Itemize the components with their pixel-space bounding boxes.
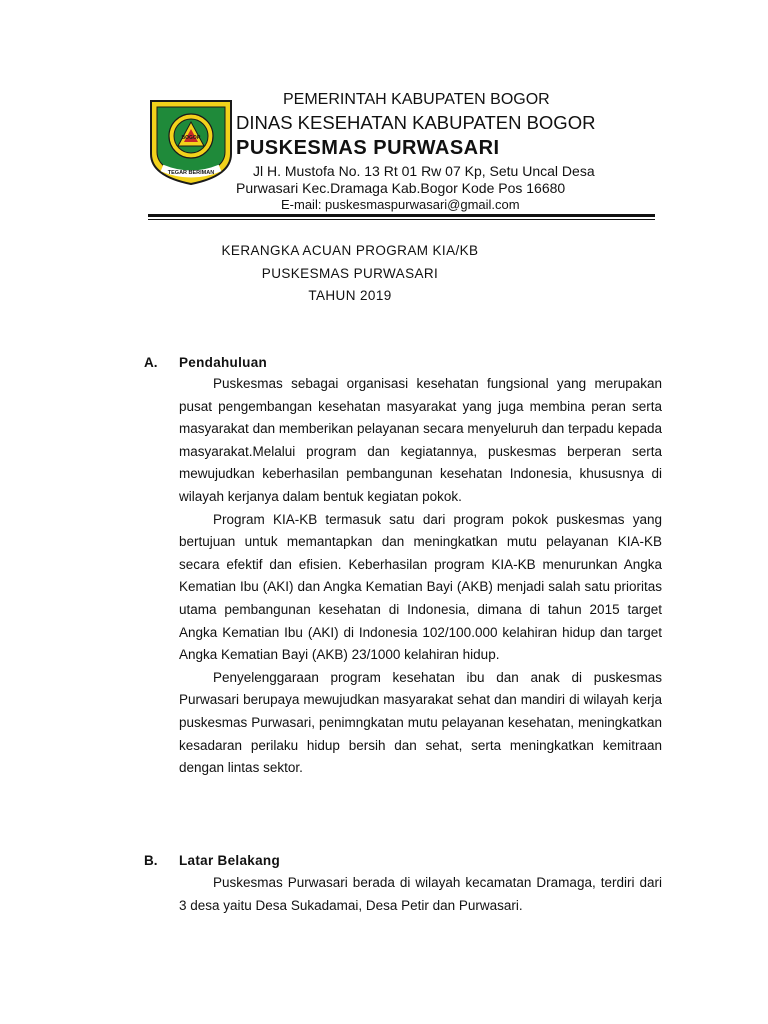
title-line-1: KERANGKA ACUAN PROGRAM KIA/KB [221,243,479,258]
email-line: E-mail: puskesmaspurwasari@gmail.com [281,197,520,212]
government-name: PEMERINTAH KABUPATEN BOGOR [283,91,550,108]
section-b-body [179,872,662,917]
regency-emblem-logo [148,98,234,186]
address-line-1: Jl H. Mustofa No. 13 Rt 01 Rw 07 Kp, Setu Uncal Desa [253,163,595,179]
header-rule-thin [148,219,655,220]
title-line-2: PUSKESMAS PURWASARI [261,266,439,281]
section-a-letter: A. [144,355,158,370]
address-line-2: Purwasari Kec.Dramaga Kab.Bogor Kode Pos 16680 [236,180,566,196]
paragraph: Penyelenggaraan program kesehatan ibu dan anak di puskesmas Purwasari berupaya mewujudkan masyarakat sehat dan mandiri di wilayah kerja puskesmas Purwasari, penimngkatan mutu pelayanan kesehatan, meningkatkan kesadaran perilaku hidup bersih dan sehat, serta meningkatkan kemitraan dengan lintas sektor. [179,669,662,776]
department-name: DINAS KESEHATAN KABUPATEN BOGOR [236,112,596,133]
section-b-heading: Latar Belakang [179,853,280,868]
section-a-body [179,373,662,780]
paragraph: Program KIA-KB termasuk satu dari program pokok puskesmas yang bertujuan untuk memantapkan dan meningkatkan mutu pelayanan KIA-KB secara efektif dan efisien. Keberhasilan program KIA-KB menurunkan Angka Kematian Ibu (AKI) dan Angka Kematian Bayi (AKB) menjadi salah satu prioritas utama pembangunan kesehatan di Indonesia, dimana di tahun 2015 target Angka Kematian Ibu (AKI) di Indonesia 102/100.000 kelahiran hidup dan target Angka Kematian Bayi (AKB) 23/1000 kelahiran hidup. [179,511,662,663]
header-rule-thick [148,214,655,217]
title-line-3: TAHUN 2019 [308,288,392,303]
paragraph: Puskesmas Purwasari berada di wilayah kecamatan Dramaga, terdiri dari 3 desa yaitu Desa Sukadamai, Desa Petir dan Purwasari. [179,875,662,913]
section-b-letter: B. [144,853,158,868]
section-a-heading: Pendahuluan [179,355,268,370]
logo-motto-text: TEGAR BERIMAN [167,170,215,176]
paragraph: Puskesmas sebagai organisasi kesehatan fungsional yang merupakan pusat pengembangan kesehatan masyarakat yang juga membina peran serta masyarakat dan memberikan pelayanan secara menyeluruh dan terpadu kepada masyarakat.Melalui program dan kegiatannya, puskesmas berperan serta mewujudkan keberhasilan pembangunan kesehatan Indonesia, khususnya di wilayah kerjanya dalam bentuk kegiatan pokok. [179,376,662,504]
logo-inner-text: BOGOR [181,135,201,141]
institution-name: PUSKESMAS PURWASARI [236,137,500,159]
